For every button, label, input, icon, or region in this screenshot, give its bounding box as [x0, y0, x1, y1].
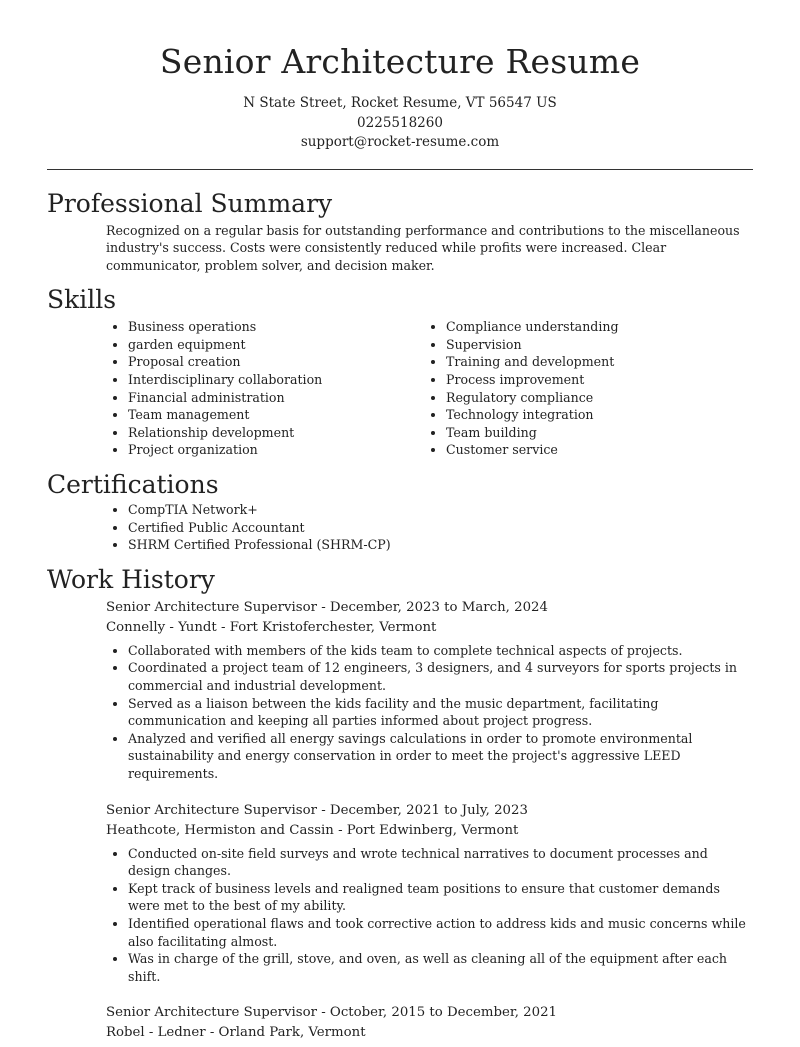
resume-title: Senior Architecture Resume [159, 42, 641, 81]
skill-item: • Relationship development [128, 424, 424, 442]
skill-item: • Process improvement [446, 371, 742, 389]
skill-item: • Customer service [446, 441, 742, 459]
skill-item: • Team management [128, 406, 424, 424]
job-bullets [106, 845, 753, 986]
work-history-section [47, 564, 753, 1044]
job-title-line: Senior Architecture Supervisor - December, 2021 to July, 2023 [106, 802, 528, 818]
skill-item: • Team building [446, 424, 742, 442]
job-title-line: Senior Architecture Supervisor - December, 2023 to March, 2024 [106, 599, 548, 615]
job-bullet: • Identified operational flaws and took corrective action to address kids and music concerns while also facilitating almost. [128, 915, 753, 950]
summary-text: Recognized on a regular basis for outstanding performance and contributions to the miscellaneous industry's success. Costs were consistently reduced while profits were increased. Clear communicator, problem solver, and decision maker. [106, 222, 740, 273]
job-title-line: Senior Architecture Supervisor - October, 2015 to December, 2021 [106, 1005, 558, 1021]
job-bullet: • Analyzed and verified all energy savings calculations in order to promote environmental sustainability and energy conservation in order to meet the project's aggressive LEED requirements. [128, 730, 753, 783]
certifications-list [106, 501, 753, 554]
job-bullet: • Served as a liaison between the kids facility and the music department, facilitating communication and keeping all parties informed about project progress. [128, 695, 753, 730]
summary-heading: Professional Summary [47, 188, 333, 218]
resume-page [47, 0, 753, 1047]
certifications-heading: Certifications [47, 470, 219, 500]
certification-item: • SHRM Certified Professional (SHRM-CP) [128, 536, 753, 554]
skill-item: • Project organization [128, 441, 424, 459]
skills-column-left [106, 318, 424, 459]
contact-email: support@rocket-resume.com [300, 134, 500, 150]
header-divider [47, 169, 753, 170]
job-company-line: Connelly - Yundt - Fort Kristoferchester, Vermont [106, 619, 437, 635]
skill-item: • Technology integration [446, 406, 742, 424]
skill-item: • Compliance understanding [446, 318, 742, 336]
skills-heading: Skills [47, 285, 117, 315]
skills-section [47, 284, 753, 459]
skills-grid [106, 318, 753, 459]
job-entry [106, 801, 753, 986]
contact-address: N State Street, Rocket Resume, VT 56547 US [243, 95, 557, 111]
skill-item: • Interdisciplinary collaboration [128, 371, 424, 389]
contact-phone: 0225518260 [357, 114, 443, 131]
skill-item: • Supervision [446, 336, 742, 354]
skill-item: • Proposal creation [128, 353, 424, 371]
certification-item: • Certified Public Accountant [128, 519, 753, 537]
skills-column-right [424, 318, 742, 459]
job-entry [106, 1003, 753, 1043]
work-history-heading: Work History [47, 564, 215, 594]
job-company-line: Robel - Ledner - Orland Park, Vermont [106, 1025, 366, 1041]
skill-item: • Regulatory compliance [446, 389, 742, 407]
skill-item: • Financial administration [128, 389, 424, 407]
skill-item: • Training and development [446, 353, 742, 371]
job-bullet: • Collaborated with members of the kids team to complete technical aspects of projects. [128, 642, 753, 660]
job-company-line: Heathcote, Hermiston and Cassin - Port Edwinberg, Vermont [106, 822, 519, 838]
job-bullet: • Was in charge of the grill, stove, and oven, as well as cleaning all of the equipment after each shift. [128, 950, 753, 985]
certifications-section [47, 469, 753, 554]
job-bullet: • Coordinated a project team of 12 engineers, 3 designers, and 4 surveyors for sports projects in commercial and industrial development. [128, 659, 753, 694]
resume-header [47, 0, 753, 153]
certification-item: • CompTIA Network+ [128, 501, 753, 519]
skill-item: • Business operations [128, 318, 424, 336]
skills-list-right [424, 318, 742, 459]
summary-section [47, 188, 753, 275]
job-bullet: • Conducted on-site field surveys and wrote technical narratives to document processes and design changes. [128, 845, 753, 880]
job-bullets [106, 642, 753, 783]
job-bullet: • Kept track of business levels and realigned team positions to ensure that customer demands were met to the best of my ability. [128, 880, 753, 915]
skills-list-left [106, 318, 424, 459]
job-entry [106, 598, 753, 783]
contact-info [47, 94, 753, 153]
skill-item: • garden equipment [128, 336, 424, 354]
